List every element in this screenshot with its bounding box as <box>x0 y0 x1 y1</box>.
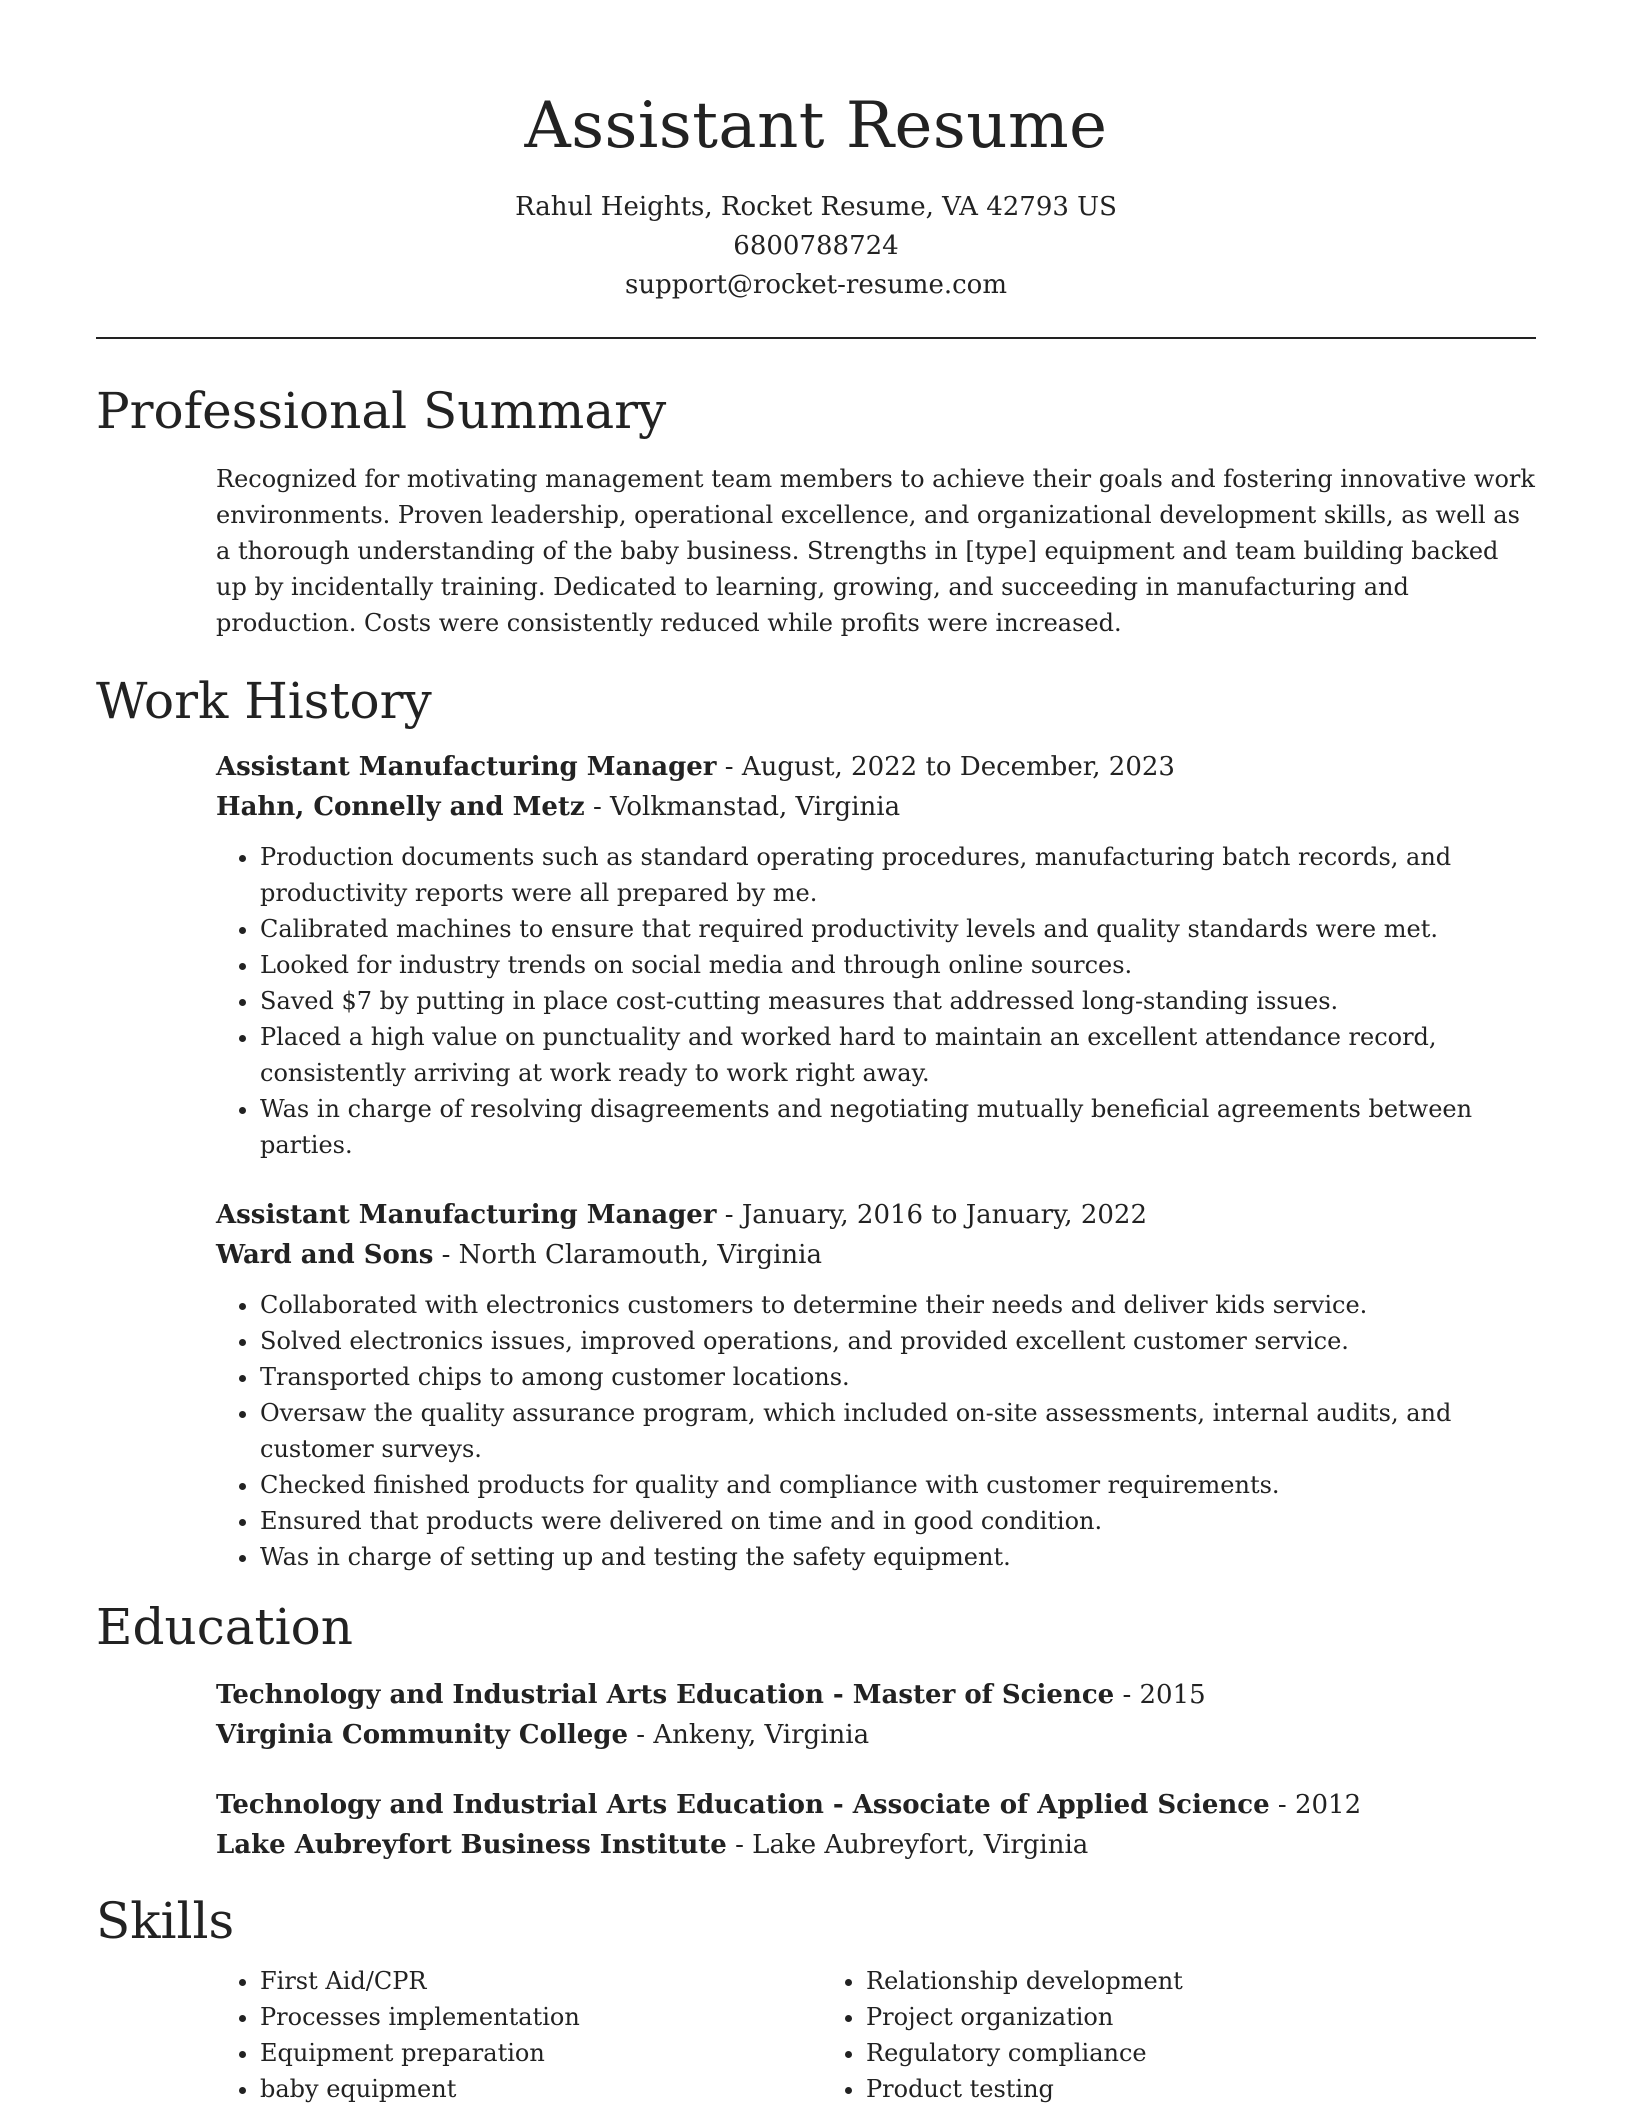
education-year: - 2012 <box>1269 1790 1362 1820</box>
job-bullet-list <box>216 839 1536 1163</box>
education-location: - Ankeny, Virginia <box>628 1720 870 1750</box>
work-history-heading: Work History <box>96 672 432 730</box>
job-company: Ward and Sons <box>216 1240 434 1270</box>
skills-section <box>96 1889 1536 2107</box>
work-history-section <box>96 669 1536 1575</box>
skill-item: • Regulatory compliance <box>866 2035 1428 2071</box>
education-degree: - Associate of Applied Science <box>823 1790 1270 1820</box>
skills-heading: Skills <box>96 1892 235 1950</box>
job-position: Assistant Manufacturing Manager <box>216 752 717 782</box>
education-field: Technology and Industrial Arts Education <box>216 1680 824 1710</box>
contact-email: support@rocket-resume.com <box>624 270 1007 300</box>
job-dates: - August, 2022 to December, 2023 <box>716 752 1175 782</box>
job-entry <box>216 747 1536 1163</box>
education-school: Virginia Community College <box>216 1720 628 1750</box>
education-entry <box>216 1785 1536 1865</box>
job-bullet: • Transported chips to among customer locations. <box>260 1359 1536 1395</box>
resume-title: Assistant Resume <box>524 89 1108 163</box>
summary-text: Recognized for motivating management team members to achieve their goals and fostering innovative work environments. Proven leadership, operational excellence, and organizational development skills, as well as a thorough understanding of the baby business. Strengths in [type] equipment and team building backed up by incidentally training. Dedicated to learning, growing, and succeeding in manufacturing and production. Costs were consistently reduced while profits were increased. <box>216 465 1535 637</box>
job-bullet: • Was in charge of setting up and testing the safety equipment. <box>260 1539 1536 1575</box>
contact-block <box>96 188 1536 305</box>
job-company: Hahn, Connelly and Metz <box>216 792 585 822</box>
job-bullet: • Placed a high value on punctuality and worked hard to maintain an excellent attendance record, consistently arriving at work ready to work right away. <box>260 1019 1536 1091</box>
job-location: - North Claramouth, Virginia <box>433 1240 822 1270</box>
contact-phone: 6800788724 <box>733 231 899 261</box>
job-bullet: • Saved $7 by putting in place cost-cutting measures that addressed long-standing issues. <box>260 983 1536 1019</box>
skill-item: • Relationship development <box>866 1963 1428 1999</box>
job-title-line <box>216 1195 1536 1235</box>
job-bullet: • Oversaw the quality assurance program, which included on-site assessments, internal audits, and customer surveys. <box>260 1395 1536 1467</box>
skill-item: • First Aid/CPR <box>260 1963 822 1999</box>
education-field: Technology and Industrial Arts Education <box>216 1790 824 1820</box>
job-bullet: • Looked for industry trends on social media and through online sources. <box>260 947 1536 983</box>
education-degree-line <box>216 1785 1536 1825</box>
job-bullet: • Checked finished products for quality and compliance with customer requirements. <box>260 1467 1536 1503</box>
skill-item: • Project organization <box>866 1999 1428 2035</box>
skill-item: • baby equipment <box>260 2071 822 2107</box>
education-location: - Lake Aubreyfort, Virginia <box>726 1830 1089 1860</box>
job-dates: - January, 2016 to January, 2022 <box>716 1200 1147 1230</box>
skill-item: • Product testing <box>866 2071 1428 2107</box>
job-location: - Volkmanstad, Virginia <box>584 792 901 822</box>
education-school-line <box>216 1825 1536 1865</box>
job-company-line <box>216 1235 1536 1275</box>
summary-heading: Professional Summary <box>96 382 667 440</box>
job-bullet: • Production documents such as standard operating procedures, manufacturing batch records, and productivity reports were all prepared by me. <box>260 839 1536 911</box>
job-bullet: • Calibrated machines to ensure that required productivity levels and quality standards were met. <box>260 911 1536 947</box>
education-year: - 2015 <box>1114 1680 1206 1710</box>
education-school-line <box>216 1715 1536 1755</box>
job-entry <box>216 1195 1536 1575</box>
summary-section <box>96 379 1536 641</box>
job-position: Assistant Manufacturing Manager <box>216 1200 717 1230</box>
education-degree-line <box>216 1675 1536 1715</box>
job-bullet: • Collaborated with electronics customers to determine their needs and deliver kids service. <box>260 1287 1536 1323</box>
header-divider <box>96 337 1536 339</box>
job-bullet-list <box>216 1287 1536 1575</box>
education-heading: Education <box>96 1598 353 1656</box>
job-bullet: • Was in charge of resolving disagreements and negotiating mutually beneficial agreements between parties. <box>260 1091 1536 1163</box>
job-bullet: • Solved electronics issues, improved operations, and provided excellent customer service. <box>260 1323 1536 1359</box>
skill-item: • Equipment preparation <box>260 2035 822 2071</box>
skills-columns <box>216 1963 1536 2107</box>
resume-header <box>96 0 1536 305</box>
job-bullet: • Ensured that products were delivered on time and in good condition. <box>260 1503 1536 1539</box>
education-degree: - Master of Science <box>823 1680 1115 1710</box>
skills-list-right <box>822 1963 1428 2107</box>
job-title-line <box>216 747 1536 787</box>
education-section <box>96 1595 1536 1865</box>
contact-address: Rahul Heights, Rocket Resume, VA 42793 US <box>515 192 1117 222</box>
job-company-line <box>216 787 1536 827</box>
education-entry <box>216 1675 1536 1755</box>
skills-list-left <box>216 1963 822 2107</box>
education-school: Lake Aubreyfort Business Institute <box>216 1830 727 1860</box>
skill-item: • Processes implementation <box>260 1999 822 2035</box>
